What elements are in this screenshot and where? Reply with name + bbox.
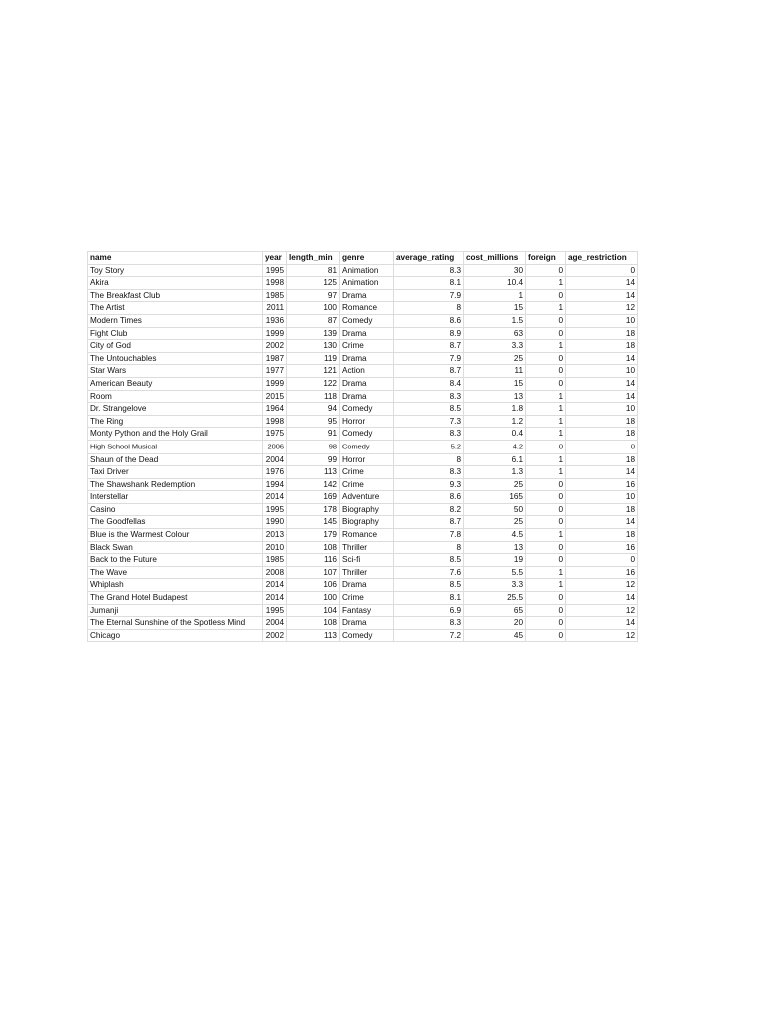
cell-genre[interactable]: Action xyxy=(340,365,394,378)
cell-average-rating[interactable]: 8.2 xyxy=(394,503,464,516)
cell-genre[interactable]: Romance xyxy=(340,529,394,542)
cell-foreign[interactable]: 0 xyxy=(526,352,566,365)
cell-cost-millions[interactable]: 65 xyxy=(464,604,526,617)
cell-year[interactable]: 2002 xyxy=(263,629,287,642)
cell-length-min[interactable]: 104 xyxy=(287,604,340,617)
cell-genre[interactable]: Thriller xyxy=(340,541,394,554)
cell-cost-millions[interactable]: 4.5 xyxy=(464,529,526,542)
cell-genre[interactable]: Comedy xyxy=(340,629,394,642)
cell-age-restriction[interactable]: 18 xyxy=(566,428,638,441)
cell-length-min[interactable]: 108 xyxy=(287,541,340,554)
cell-foreign[interactable]: 1 xyxy=(526,466,566,479)
cell-average-rating[interactable]: 8.4 xyxy=(394,377,464,390)
cell-average-rating[interactable]: 8.3 xyxy=(394,617,464,630)
table-row xyxy=(88,541,638,554)
table-row xyxy=(88,289,638,302)
cell-name[interactable]: Whiplash xyxy=(88,579,263,592)
cell-cost-millions[interactable]: 25 xyxy=(464,352,526,365)
cell-length-min[interactable]: 106 xyxy=(287,579,340,592)
table-row xyxy=(88,365,638,378)
header-cell-length-min[interactable]: length_min xyxy=(287,252,340,265)
cell-foreign[interactable]: 0 xyxy=(526,327,566,340)
cell-foreign[interactable]: 0 xyxy=(526,442,566,452)
cell-foreign[interactable]: 1 xyxy=(526,403,566,416)
cell-foreign[interactable]: 1 xyxy=(526,579,566,592)
cell-foreign[interactable]: 0 xyxy=(526,516,566,529)
cell-age-restriction[interactable]: 16 xyxy=(566,541,638,554)
cell-length-min[interactable]: 108 xyxy=(287,617,340,630)
cell-year[interactable]: 2014 xyxy=(263,579,287,592)
cell-average-rating[interactable]: 5.2 xyxy=(394,442,464,452)
cell-average-rating[interactable]: 8.5 xyxy=(394,554,464,567)
cell-genre[interactable]: Crime xyxy=(340,340,394,353)
table-row xyxy=(88,352,638,365)
cell-name[interactable]: The Untouchables xyxy=(88,352,263,365)
cell-name[interactable]: The Grand Hotel Budapest xyxy=(88,592,263,605)
cell-name[interactable]: Blue is the Warmest Colour xyxy=(88,529,263,542)
cell-length-min[interactable]: 145 xyxy=(287,516,340,529)
cell-cost-millions[interactable]: 50 xyxy=(464,503,526,516)
cell-name[interactable]: The Artist xyxy=(88,302,263,315)
cell-average-rating[interactable]: 8 xyxy=(394,541,464,554)
cell-average-rating[interactable]: 7.9 xyxy=(394,289,464,302)
cell-year[interactable]: 1977 xyxy=(263,365,287,378)
cell-genre[interactable]: Fantasy xyxy=(340,604,394,617)
table-row xyxy=(88,302,638,315)
cell-age-restriction[interactable]: 16 xyxy=(566,478,638,491)
table-row xyxy=(88,377,638,390)
table-row xyxy=(88,554,638,567)
cell-genre[interactable]: Drama xyxy=(340,579,394,592)
table-row xyxy=(88,415,638,428)
cell-length-min[interactable]: 99 xyxy=(287,453,340,466)
cell-age-restriction[interactable]: 10 xyxy=(566,403,638,416)
cell-year[interactable]: 1999 xyxy=(263,327,287,340)
cell-length-min[interactable]: 107 xyxy=(287,566,340,579)
cell-length-min[interactable]: 139 xyxy=(287,327,340,340)
cell-foreign[interactable]: 0 xyxy=(526,491,566,504)
cell-cost-millions[interactable]: 13 xyxy=(464,390,526,403)
cell-foreign[interactable]: 1 xyxy=(526,302,566,315)
table-row xyxy=(88,516,638,529)
cell-genre[interactable]: Biography xyxy=(340,516,394,529)
cell-cost-millions[interactable]: 10.4 xyxy=(464,277,526,290)
cell-genre[interactable]: Comedy xyxy=(340,403,394,416)
cell-average-rating[interactable]: 8.1 xyxy=(394,277,464,290)
cell-cost-millions[interactable]: 3.3 xyxy=(464,579,526,592)
table-row xyxy=(88,566,638,579)
cell-year[interactable]: 1995 xyxy=(263,503,287,516)
cell-genre[interactable]: Comedy xyxy=(340,314,394,327)
cell-cost-millions[interactable]: 15 xyxy=(464,302,526,315)
cell-age-restriction[interactable]: 14 xyxy=(566,289,638,302)
cell-foreign[interactable]: 0 xyxy=(526,503,566,516)
cell-year[interactable]: 2004 xyxy=(263,453,287,466)
cell-year[interactable]: 1995 xyxy=(263,264,287,277)
table-row xyxy=(88,390,638,403)
cell-average-rating[interactable]: 8.6 xyxy=(394,314,464,327)
cell-genre[interactable]: Adventure xyxy=(340,491,394,504)
table-row xyxy=(88,428,638,441)
cell-length-min[interactable]: 125 xyxy=(287,277,340,290)
cell-average-rating[interactable]: 8.5 xyxy=(394,579,464,592)
cell-cost-millions[interactable]: 13 xyxy=(464,541,526,554)
table-row xyxy=(88,466,638,479)
cell-average-rating[interactable]: 7.3 xyxy=(394,415,464,428)
cell-cost-millions[interactable]: 1.8 xyxy=(464,403,526,416)
cell-name[interactable]: Toy Story xyxy=(88,264,263,277)
cell-average-rating[interactable]: 8.7 xyxy=(394,516,464,529)
cell-age-restriction[interactable]: 14 xyxy=(566,592,638,605)
cell-length-min[interactable]: 94 xyxy=(287,403,340,416)
cell-average-rating[interactable]: 8.3 xyxy=(394,264,464,277)
cell-foreign[interactable]: 0 xyxy=(526,604,566,617)
cell-genre[interactable]: Biography xyxy=(340,503,394,516)
cell-average-rating[interactable]: 8.7 xyxy=(394,340,464,353)
cell-year[interactable]: 1998 xyxy=(263,277,287,290)
cell-cost-millions[interactable]: 5.5 xyxy=(464,566,526,579)
cell-name[interactable]: Jumanji xyxy=(88,604,263,617)
table-row xyxy=(88,529,638,542)
cell-age-restriction[interactable]: 18 xyxy=(566,503,638,516)
cell-average-rating[interactable]: 7.9 xyxy=(394,352,464,365)
cell-age-restriction[interactable]: 18 xyxy=(566,415,638,428)
cell-cost-millions[interactable]: 25 xyxy=(464,516,526,529)
cell-average-rating[interactable]: 6.9 xyxy=(394,604,464,617)
cell-age-restriction[interactable]: 12 xyxy=(566,302,638,315)
cell-cost-millions[interactable]: 30 xyxy=(464,264,526,277)
cell-length-min[interactable]: 178 xyxy=(287,503,340,516)
cell-length-min[interactable]: 122 xyxy=(287,377,340,390)
cell-name[interactable]: The Shawshank Redemption xyxy=(88,478,263,491)
table-row xyxy=(88,579,638,592)
cell-genre[interactable]: Horror xyxy=(340,453,394,466)
cell-foreign[interactable]: 0 xyxy=(526,365,566,378)
cell-age-restriction[interactable]: 14 xyxy=(566,352,638,365)
table-row xyxy=(88,440,638,453)
cell-year[interactable]: 1964 xyxy=(263,403,287,416)
cell-year[interactable]: 1987 xyxy=(263,352,287,365)
cell-name[interactable]: Room xyxy=(88,390,263,403)
header-cell-year[interactable]: year xyxy=(263,252,287,265)
cell-genre[interactable]: Romance xyxy=(340,302,394,315)
cell-age-restriction[interactable]: 18 xyxy=(566,453,638,466)
table-row xyxy=(88,314,638,327)
cell-cost-millions[interactable]: 1.3 xyxy=(464,466,526,479)
cell-age-restriction[interactable]: 12 xyxy=(566,604,638,617)
cell-age-restriction[interactable]: 10 xyxy=(566,365,638,378)
cell-name[interactable]: American Beauty xyxy=(88,377,263,390)
cell-year[interactable]: 2008 xyxy=(263,566,287,579)
cell-length-min[interactable]: 119 xyxy=(287,352,340,365)
cell-genre[interactable]: Drama xyxy=(340,390,394,403)
cell-year[interactable]: 1985 xyxy=(263,554,287,567)
cell-year[interactable]: 2014 xyxy=(263,592,287,605)
cell-average-rating[interactable]: 8.3 xyxy=(394,466,464,479)
cell-genre[interactable]: Comedy xyxy=(340,442,394,452)
cell-length-min[interactable]: 179 xyxy=(287,529,340,542)
cell-foreign[interactable]: 0 xyxy=(526,541,566,554)
cell-cost-millions[interactable]: 63 xyxy=(464,327,526,340)
cell-name[interactable]: The Eternal Sunshine of the Spotless Mind xyxy=(88,617,263,630)
cell-length-min[interactable]: 113 xyxy=(287,629,340,642)
cell-year[interactable]: 2014 xyxy=(263,491,287,504)
cell-age-restriction[interactable]: 18 xyxy=(566,340,638,353)
cell-name[interactable]: Modern Times xyxy=(88,314,263,327)
cell-cost-millions[interactable]: 1 xyxy=(464,289,526,302)
cell-cost-millions[interactable]: 15 xyxy=(464,377,526,390)
header-cell-genre[interactable]: genre xyxy=(340,252,394,265)
cell-average-rating[interactable]: 7.2 xyxy=(394,629,464,642)
cell-cost-millions[interactable]: 4.2 xyxy=(464,442,526,452)
cell-name[interactable]: The Ring xyxy=(88,415,263,428)
cell-genre[interactable]: Comedy xyxy=(340,428,394,441)
cell-genre[interactable]: Animation xyxy=(340,264,394,277)
cell-year[interactable]: 1985 xyxy=(263,289,287,302)
cell-age-restriction[interactable]: 14 xyxy=(566,390,638,403)
cell-age-restriction[interactable]: 10 xyxy=(566,491,638,504)
cell-year[interactable]: 1999 xyxy=(263,377,287,390)
cell-genre[interactable]: Drama xyxy=(340,327,394,340)
cell-name[interactable]: The Breakfast Club xyxy=(88,289,263,302)
cell-year[interactable]: 1990 xyxy=(263,516,287,529)
cell-name[interactable]: High School Musical xyxy=(88,442,263,452)
cell-name[interactable]: Interstellar xyxy=(88,491,263,504)
table-row xyxy=(88,617,638,630)
cell-average-rating[interactable]: 7.6 xyxy=(394,566,464,579)
table-row xyxy=(88,277,638,290)
cell-year[interactable]: 2004 xyxy=(263,617,287,630)
cell-average-rating[interactable]: 8 xyxy=(394,302,464,315)
cell-cost-millions[interactable]: 6.1 xyxy=(464,453,526,466)
cell-age-restriction[interactable]: 0 xyxy=(566,554,638,567)
cell-age-restriction[interactable]: 12 xyxy=(566,579,638,592)
cell-age-restriction[interactable]: 14 xyxy=(566,516,638,529)
cell-average-rating[interactable]: 8 xyxy=(394,453,464,466)
cell-name[interactable]: Dr. Strangelove xyxy=(88,403,263,416)
cell-length-min[interactable]: 98 xyxy=(287,442,340,452)
cell-cost-millions[interactable]: 1.2 xyxy=(464,415,526,428)
cell-genre[interactable]: Drama xyxy=(340,289,394,302)
cell-cost-millions[interactable]: 19 xyxy=(464,554,526,567)
cell-length-min[interactable]: 130 xyxy=(287,340,340,353)
cell-age-restriction[interactable]: 14 xyxy=(566,277,638,290)
cell-age-restriction[interactable]: 16 xyxy=(566,566,638,579)
cell-name[interactable]: Casino xyxy=(88,503,263,516)
cell-average-rating[interactable]: 7.8 xyxy=(394,529,464,542)
header-cell-age-restriction[interactable]: age_restriction xyxy=(566,252,638,265)
cell-length-min[interactable]: 169 xyxy=(287,491,340,504)
cell-age-restriction[interactable]: 0 xyxy=(566,264,638,277)
cell-average-rating[interactable]: 8.5 xyxy=(394,403,464,416)
table-row xyxy=(88,403,638,416)
cell-year[interactable]: 1994 xyxy=(263,478,287,491)
spreadsheet-table xyxy=(87,251,638,642)
cell-name[interactable]: The Wave xyxy=(88,566,263,579)
cell-length-min[interactable]: 95 xyxy=(287,415,340,428)
cell-name[interactable]: Akira xyxy=(88,277,263,290)
cell-name[interactable]: The Goodfellas xyxy=(88,516,263,529)
cell-age-restriction[interactable]: 12 xyxy=(566,629,638,642)
cell-year[interactable]: 2015 xyxy=(263,390,287,403)
cell-length-min[interactable]: 91 xyxy=(287,428,340,441)
cell-average-rating[interactable]: 8.7 xyxy=(394,365,464,378)
cell-cost-millions[interactable]: 1.5 xyxy=(464,314,526,327)
cell-length-min[interactable]: 97 xyxy=(287,289,340,302)
cell-cost-millions[interactable]: 11 xyxy=(464,365,526,378)
cell-length-min[interactable]: 87 xyxy=(287,314,340,327)
cell-year[interactable]: 1998 xyxy=(263,415,287,428)
table-body xyxy=(88,264,638,642)
cell-foreign[interactable]: 1 xyxy=(526,277,566,290)
table-row xyxy=(88,453,638,466)
cell-foreign[interactable]: 1 xyxy=(526,428,566,441)
cell-length-min[interactable]: 100 xyxy=(287,592,340,605)
table-row xyxy=(88,491,638,504)
cell-average-rating[interactable]: 9.3 xyxy=(394,478,464,491)
cell-name[interactable]: Taxi Driver xyxy=(88,466,263,479)
table-row xyxy=(88,604,638,617)
cell-year[interactable]: 1975 xyxy=(263,428,287,441)
cell-age-restriction[interactable]: 14 xyxy=(566,617,638,630)
cell-name[interactable]: Star Wars xyxy=(88,365,263,378)
header-row xyxy=(88,252,638,265)
cell-name[interactable]: Monty Python and the Holy Grail xyxy=(88,428,263,441)
cell-length-min[interactable]: 100 xyxy=(287,302,340,315)
cell-length-min[interactable]: 81 xyxy=(287,264,340,277)
cell-cost-millions[interactable]: 20 xyxy=(464,617,526,630)
table-row xyxy=(88,592,638,605)
cell-age-restriction[interactable]: 14 xyxy=(566,377,638,390)
cell-length-min[interactable]: 116 xyxy=(287,554,340,567)
cell-year[interactable]: 2013 xyxy=(263,529,287,542)
cell-year[interactable]: 1936 xyxy=(263,314,287,327)
cell-genre[interactable]: Horror xyxy=(340,415,394,428)
cell-foreign[interactable]: 1 xyxy=(526,453,566,466)
cell-foreign[interactable]: 0 xyxy=(526,264,566,277)
header-cell-foreign[interactable]: foreign xyxy=(526,252,566,265)
header-cell-name[interactable]: name xyxy=(88,252,263,265)
cell-foreign[interactable]: 0 xyxy=(526,377,566,390)
cell-foreign[interactable]: 0 xyxy=(526,554,566,567)
cell-foreign[interactable]: 0 xyxy=(526,629,566,642)
cell-foreign[interactable]: 0 xyxy=(526,592,566,605)
cell-length-min[interactable]: 142 xyxy=(287,478,340,491)
cell-genre[interactable]: Crime xyxy=(340,592,394,605)
cell-age-restriction[interactable]: 18 xyxy=(566,529,638,542)
cell-name[interactable]: Fight Club xyxy=(88,327,263,340)
cell-genre[interactable]: Crime xyxy=(340,466,394,479)
cell-genre[interactable]: Sci-fi xyxy=(340,554,394,567)
cell-foreign[interactable]: 0 xyxy=(526,478,566,491)
cell-year[interactable]: 2006 xyxy=(263,442,287,452)
cell-genre[interactable]: Thriller xyxy=(340,566,394,579)
table-row xyxy=(88,327,638,340)
cell-genre[interactable]: Animation xyxy=(340,277,394,290)
cell-year[interactable]: 1976 xyxy=(263,466,287,479)
cell-foreign[interactable]: 1 xyxy=(526,415,566,428)
table-row xyxy=(88,503,638,516)
cell-year[interactable]: 2011 xyxy=(263,302,287,315)
cell-foreign[interactable]: 0 xyxy=(526,314,566,327)
cell-cost-millions[interactable]: 165 xyxy=(464,491,526,504)
cell-length-min[interactable]: 113 xyxy=(287,466,340,479)
cell-name[interactable]: Shaun of the Dead xyxy=(88,453,263,466)
cell-name[interactable]: Back to the Future xyxy=(88,554,263,567)
table-row xyxy=(88,264,638,277)
cell-foreign[interactable]: 0 xyxy=(526,617,566,630)
cell-year[interactable]: 1995 xyxy=(263,604,287,617)
cell-name[interactable]: City of God xyxy=(88,340,263,353)
cell-foreign[interactable]: 1 xyxy=(526,529,566,542)
table-row xyxy=(88,629,638,642)
cell-age-restriction[interactable]: 0 xyxy=(566,442,638,452)
cell-age-restriction[interactable]: 18 xyxy=(566,327,638,340)
cell-genre[interactable]: Drama xyxy=(340,352,394,365)
cell-cost-millions[interactable]: 45 xyxy=(464,629,526,642)
table-row xyxy=(88,340,638,353)
cell-cost-millions[interactable]: 0.4 xyxy=(464,428,526,441)
cell-average-rating[interactable]: 8.3 xyxy=(394,390,464,403)
cell-age-restriction[interactable]: 10 xyxy=(566,314,638,327)
cell-average-rating[interactable]: 8.1 xyxy=(394,592,464,605)
cell-cost-millions[interactable]: 25 xyxy=(464,478,526,491)
cell-average-rating[interactable]: 8.9 xyxy=(394,327,464,340)
cell-length-min[interactable]: 118 xyxy=(287,390,340,403)
cell-average-rating[interactable]: 8.3 xyxy=(394,428,464,441)
cell-length-min[interactable]: 121 xyxy=(287,365,340,378)
cell-name[interactable]: Chicago xyxy=(88,629,263,642)
table-row xyxy=(88,478,638,491)
cell-year[interactable]: 2010 xyxy=(263,541,287,554)
cell-foreign[interactable]: 1 xyxy=(526,566,566,579)
cell-average-rating[interactable]: 8.6 xyxy=(394,491,464,504)
cell-genre[interactable]: Drama xyxy=(340,617,394,630)
cell-cost-millions[interactable]: 3.3 xyxy=(464,340,526,353)
cell-foreign[interactable]: 1 xyxy=(526,340,566,353)
cell-cost-millions[interactable]: 25.5 xyxy=(464,592,526,605)
cell-genre[interactable]: Crime xyxy=(340,478,394,491)
cell-age-restriction[interactable]: 14 xyxy=(566,466,638,479)
header-cell-cost-millions[interactable]: cost_millions xyxy=(464,252,526,265)
cell-year[interactable]: 2002 xyxy=(263,340,287,353)
cell-foreign[interactable]: 1 xyxy=(526,390,566,403)
cell-name[interactable]: Black Swan xyxy=(88,541,263,554)
cell-foreign[interactable]: 0 xyxy=(526,289,566,302)
header-cell-average-rating[interactable]: average_rating xyxy=(394,252,464,265)
cell-genre[interactable]: Drama xyxy=(340,377,394,390)
